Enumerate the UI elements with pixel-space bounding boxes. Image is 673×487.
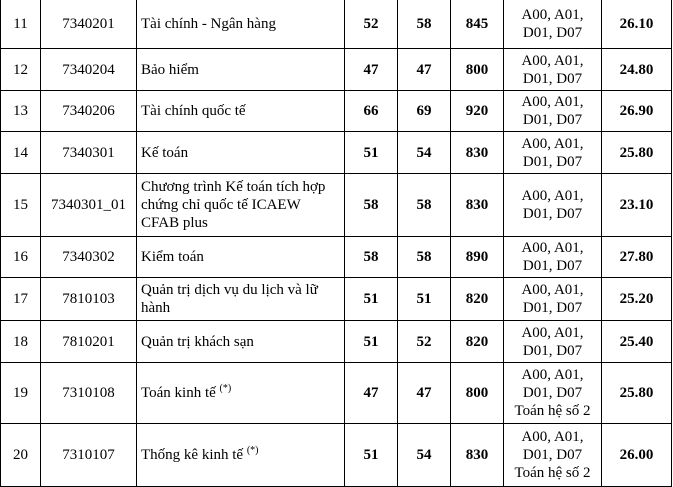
combination-line: A00, A01, xyxy=(521,188,584,204)
score-3: 820 xyxy=(451,321,504,363)
score-2: 54 xyxy=(398,132,451,174)
score-1: 47 xyxy=(345,49,398,91)
combination-line: A00, A01, xyxy=(521,282,584,298)
table-row xyxy=(1,91,672,132)
table-row xyxy=(1,278,672,321)
score-1: 51 xyxy=(345,321,398,363)
score-1: 47 xyxy=(345,363,398,424)
combination-line: D01, D07 xyxy=(522,24,583,41)
score-2: 58 xyxy=(398,0,451,49)
major-name xyxy=(137,237,345,278)
major-name xyxy=(137,424,345,487)
major-code: 7310107 xyxy=(41,424,137,487)
row-number: 16 xyxy=(1,237,41,278)
score-2: 52 xyxy=(398,321,451,363)
subject-combinations xyxy=(504,363,602,424)
major-code: 7340201 xyxy=(41,0,137,49)
major-name xyxy=(137,0,345,49)
major-name xyxy=(137,132,345,174)
subject-combinations xyxy=(504,321,602,363)
major-code: 7340301_01 xyxy=(41,174,137,237)
subject-combinations xyxy=(504,424,602,487)
score-2: 58 xyxy=(398,237,451,278)
row-number: 12 xyxy=(1,49,41,91)
footnote-marker: (*) xyxy=(219,383,232,394)
score-1: 51 xyxy=(345,132,398,174)
major-name xyxy=(137,91,345,132)
combination-line: A00, A01, xyxy=(521,429,584,445)
table-row xyxy=(1,237,672,278)
combination-line: D01, D07 xyxy=(522,342,583,359)
score-2: 51 xyxy=(398,278,451,321)
score-1: 58 xyxy=(345,237,398,278)
combination-line: D01, D07 xyxy=(522,258,583,274)
major-name-text: Kế toán xyxy=(141,144,189,161)
score-2: 47 xyxy=(398,49,451,91)
major-code: 7340204 xyxy=(41,49,137,91)
subject-combinations xyxy=(504,0,602,49)
benchmark-score: 26.90 xyxy=(602,91,672,132)
combination-line: A00, A01, xyxy=(521,324,584,341)
combination-line: A00, A01, xyxy=(521,94,584,110)
row-number: 17 xyxy=(1,278,41,321)
row-number: 19 xyxy=(1,363,41,424)
major-code: 7340302 xyxy=(41,237,137,278)
table-row xyxy=(1,0,672,49)
math-weight-note: Toán hệ số 2 xyxy=(514,465,591,481)
score-3: 820 xyxy=(451,278,504,321)
score-2: 58 xyxy=(398,174,451,237)
table-row xyxy=(1,49,672,91)
score-1: 52 xyxy=(345,0,398,49)
row-number: 15 xyxy=(1,174,41,237)
subject-combinations xyxy=(504,278,602,321)
row-number: 18 xyxy=(1,321,41,363)
combination-line: D01, D07 xyxy=(522,385,583,401)
subject-combinations xyxy=(504,49,602,91)
table-row xyxy=(1,363,672,424)
major-name-text: Bảo hiểm xyxy=(141,61,199,78)
major-name-text: Tài chính - Ngân hàng xyxy=(141,15,276,32)
table-row xyxy=(1,174,672,237)
major-name-text: Tài chính quốc tế xyxy=(141,103,246,119)
combination-line: D01, D07 xyxy=(522,300,583,316)
combination-line: D01, D07 xyxy=(522,206,583,222)
row-number: 13 xyxy=(1,91,41,132)
math-weight-note: Toán hệ số 2 xyxy=(514,403,591,419)
score-3: 830 xyxy=(451,174,504,237)
table-row xyxy=(1,132,672,174)
score-3: 845 xyxy=(451,0,504,49)
major-name xyxy=(137,321,345,363)
major-name-text: Chương trình Kế toán tích hợp chứng chỉ quốc tế ICAEW CFAB plus xyxy=(141,179,326,231)
major-name xyxy=(137,278,345,321)
subject-combinations xyxy=(504,237,602,278)
major-name-text: Toán kinh tế xyxy=(141,385,216,401)
score-3: 830 xyxy=(451,424,504,487)
major-name xyxy=(137,49,345,91)
major-code: 7310108 xyxy=(41,363,137,424)
major-name xyxy=(137,363,345,424)
score-2: 47 xyxy=(398,363,451,424)
major-name-text: Kiểm toán xyxy=(141,249,204,265)
row-number: 14 xyxy=(1,132,41,174)
score-3: 890 xyxy=(451,237,504,278)
score-3: 800 xyxy=(451,363,504,424)
score-3: 830 xyxy=(451,132,504,174)
major-name-text: Quản trị khách sạn xyxy=(141,333,254,350)
footnote-marker: (*) xyxy=(246,445,259,456)
score-3: 800 xyxy=(451,49,504,91)
benchmark-score: 24.80 xyxy=(602,49,672,91)
combination-line: A00, A01, xyxy=(521,240,584,256)
major-name-text: Quản trị dịch vụ du lịch và lữ hành xyxy=(141,282,318,316)
row-number: 20 xyxy=(1,424,41,487)
benchmark-score: 25.80 xyxy=(602,132,672,174)
major-name-text: Thống kê kinh tế xyxy=(141,447,244,463)
combination-line: A00, A01, xyxy=(521,52,584,69)
major-code: 7810201 xyxy=(41,321,137,363)
benchmark-score: 26.10 xyxy=(602,0,672,49)
row-number: 11 xyxy=(1,0,41,49)
benchmark-score: 26.00 xyxy=(602,424,672,487)
major-code: 7340206 xyxy=(41,91,137,132)
subject-combinations xyxy=(504,132,602,174)
score-2: 69 xyxy=(398,91,451,132)
major-code: 7810103 xyxy=(41,278,137,321)
combination-line: D01, D07 xyxy=(522,112,583,128)
benchmark-score: 23.10 xyxy=(602,174,672,237)
combination-line: A00, A01, xyxy=(521,135,584,152)
score-3: 920 xyxy=(451,91,504,132)
subject-combinations xyxy=(504,91,602,132)
combination-line: D01, D07 xyxy=(522,70,583,87)
score-1: 66 xyxy=(345,91,398,132)
combination-line: D01, D07 xyxy=(522,153,583,170)
table-row xyxy=(1,321,672,363)
major-code: 7340301 xyxy=(41,132,137,174)
combination-line: D01, D07 xyxy=(522,447,583,463)
score-2: 54 xyxy=(398,424,451,487)
subject-combinations xyxy=(504,174,602,237)
table-row xyxy=(1,424,672,487)
benchmark-score: 27.80 xyxy=(602,237,672,278)
score-1: 51 xyxy=(345,278,398,321)
benchmark-score: 25.20 xyxy=(602,278,672,321)
combination-line: A00, A01, xyxy=(521,367,584,383)
major-name xyxy=(137,174,345,237)
benchmark-score: 25.40 xyxy=(602,321,672,363)
score-1: 58 xyxy=(345,174,398,237)
combination-line: A00, A01, xyxy=(521,6,584,23)
benchmark-score: 25.80 xyxy=(602,363,672,424)
score-1: 51 xyxy=(345,424,398,487)
